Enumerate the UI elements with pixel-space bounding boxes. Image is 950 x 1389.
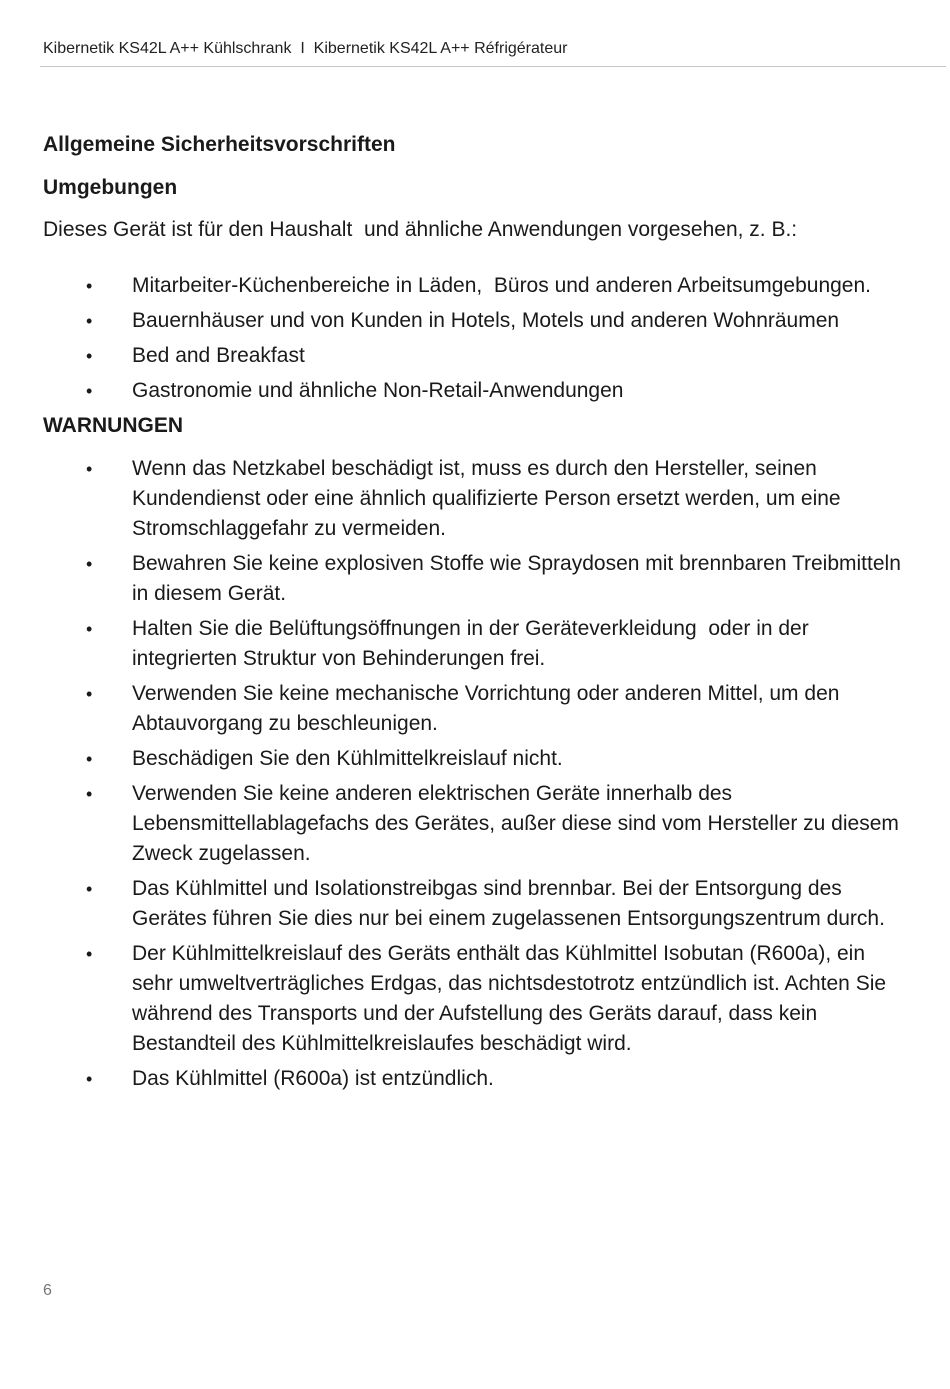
bullet-icon: • <box>86 554 93 574</box>
bullet-icon: • <box>86 346 93 366</box>
bullet-icon: • <box>86 381 93 401</box>
list-item-text: Das Kühlmittel (R600a) ist entzündlich. <box>132 1067 494 1090</box>
bullet-icon: • <box>86 944 93 964</box>
environment-list <box>43 271 903 406</box>
bullet-icon: • <box>86 879 93 899</box>
intro-paragraph: Dieses Gerät ist für den Haushalt und ähnliche Anwendungen vorgesehen, z. B.: <box>43 218 798 241</box>
bullet-icon: • <box>86 784 93 804</box>
list-item-text: Gastronomie und ähnliche Non-Retail-Anwendungen <box>132 379 624 402</box>
list-item <box>43 454 903 544</box>
document-body <box>43 130 907 1099</box>
list-item <box>43 376 903 406</box>
list-item-text: Halten Sie die Belüftungsöffnungen in der Geräteverkleidung oder in der integrierten Struktur von Behinderungen frei. <box>132 617 815 670</box>
list-item <box>43 306 903 336</box>
list-item-text: Mitarbeiter-Küchenbereiche in Läden, Büros und anderen Arbeitsumgebungen. <box>132 274 871 297</box>
list-item <box>43 1064 903 1094</box>
list-item <box>43 271 903 301</box>
warnings-title: WARNUNGEN <box>43 414 183 437</box>
list-item-text: Wenn das Netzkabel beschädigt ist, muss es durch den Hersteller, seinen Kundendienst oder eine ähnlich qualifizierte Person ersetzt werden, um eine Stromschlaggefahr zu vermeiden. <box>132 457 847 540</box>
list-item-text: Bewahren Sie keine explosiven Stoffe wie Spraydosen mit brennbaren Treibmitteln in diesem Gerät. <box>132 552 907 605</box>
bullet-icon: • <box>86 619 93 639</box>
list-item <box>43 614 903 674</box>
list-item-text: Verwenden Sie keine anderen elektrischen Geräte innerhalb des Lebensmittellablagefachs des Gerätes, außer diese sind vom Hersteller zu diesem Zweck zugelassen. <box>132 782 905 865</box>
list-item <box>43 779 903 869</box>
list-item-text: Verwenden Sie keine mechanische Vorrichtung oder anderen Mittel, um den Abtauvorgang zu beschleunigen. <box>132 682 845 735</box>
list-item <box>43 341 903 371</box>
bullet-icon: • <box>86 311 93 331</box>
list-item <box>43 939 903 1059</box>
list-item-text: Der Kühlmittelkreislauf des Geräts enthält das Kühlmittel Isobutan (R600a), ein sehr umweltverträgliches Erdgas, das nichtsdestotrotz entzündlich ist. Achten Sie während des Transports und der Aufstellung des Geräts darauf, dass kein Bestandteil des Kühlmittelkreislaufes beschädigt wird. <box>132 942 892 1055</box>
list-item <box>43 679 903 739</box>
section-title: Allgemeine Sicherheitsvorschriften <box>43 133 396 156</box>
bullet-icon: • <box>86 684 93 704</box>
bullet-icon: • <box>86 276 93 296</box>
bullet-icon: • <box>86 459 93 479</box>
list-item <box>43 744 903 774</box>
list-item-text: Das Kühlmittel und Isolationstreibgas sind brennbar. Bei der Entsorgung des Gerätes führen Sie dies nur bei einem zugelassenen Entsorgungszentrum durch. <box>132 877 885 930</box>
warnings-list <box>43 454 907 1094</box>
list-item <box>43 874 903 934</box>
list-item <box>43 549 907 609</box>
list-item-text: Bauernhäuser und von Kunden in Hotels, Motels und anderen Wohnräumen <box>132 309 840 332</box>
bullet-icon: • <box>86 1069 93 1089</box>
page-header: Kibernetik KS42L A++ Kühlschrank I Kibernetik KS42L A++ Réfrigérateur <box>43 40 568 57</box>
header-divider <box>40 66 946 67</box>
page-number: 6 <box>43 1282 52 1299</box>
list-item-text: Beschädigen Sie den Kühlmittelkreislauf nicht. <box>132 747 563 770</box>
list-item-text: Bed and Breakfast <box>132 344 305 367</box>
subsection-title: Umgebungen <box>43 176 178 199</box>
bullet-icon: • <box>86 749 93 769</box>
